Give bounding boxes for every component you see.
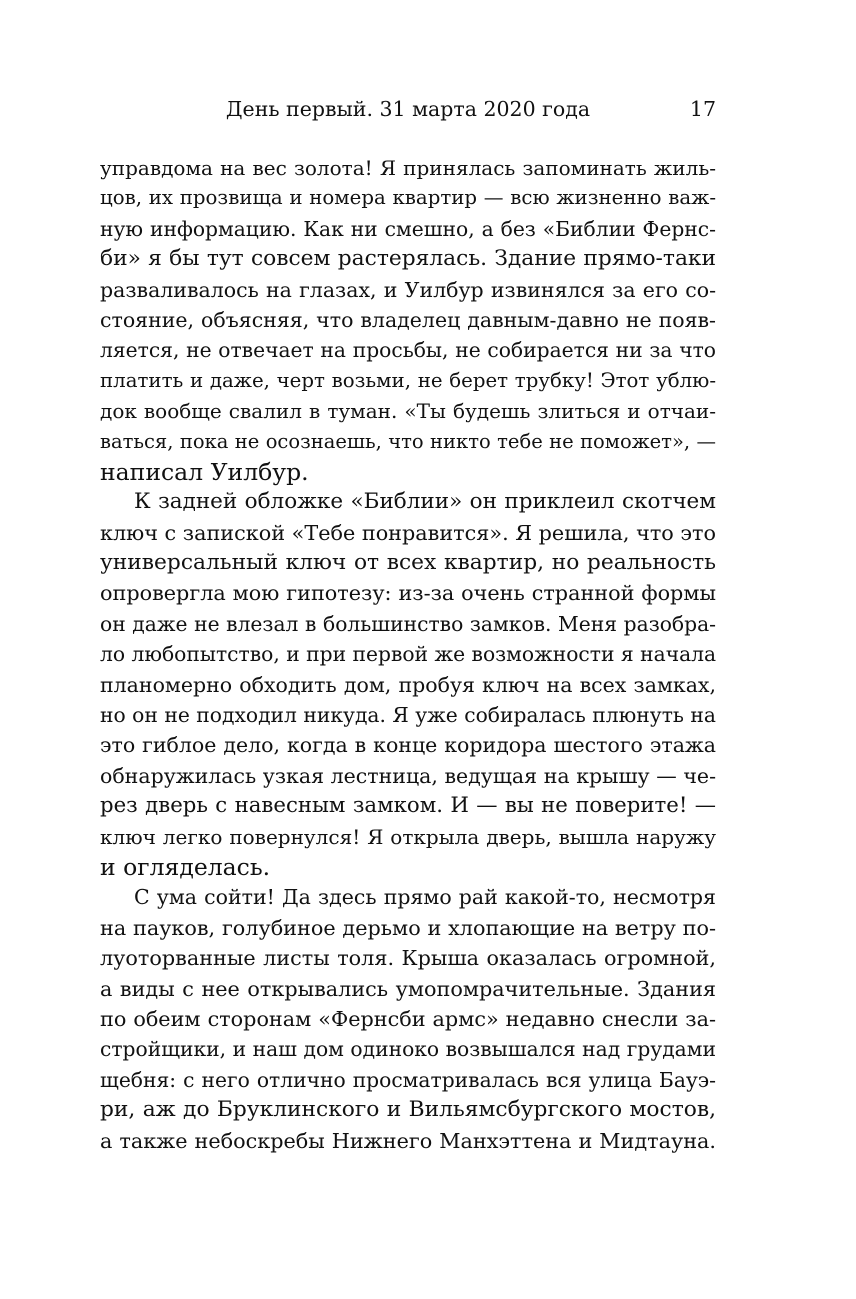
text-line: ваться, пока не осознаешь, что никто тебе не поможет», — xyxy=(100,429,716,453)
text-line: на пауков, голубиное дерьмо и хлопающие на ветру по- xyxy=(100,915,716,940)
text-line: ную информацию. Как ни смешно, а без «Библии Фернс- xyxy=(100,216,716,241)
text-line: стройщики, и наш дом одиноко возвышался над грудами xyxy=(100,1037,716,1062)
text-line: написал Уилбур. xyxy=(100,457,309,486)
text-line: а виды с нее открывались умопомрачительные. Здания xyxy=(100,976,716,1001)
text-line: ри, аж до Бруклинского и Вильямсбургского мостов, xyxy=(100,1097,716,1123)
text-line: опровергла мою гипотезу: из-за очень странной формы xyxy=(100,581,716,606)
text-line: С ума сойти! Да здесь прямо рай какой-то, несмотря xyxy=(134,885,716,910)
text-line: рез дверь с навесным замком. И — вы не поверите! — xyxy=(100,793,716,819)
running-title: День первый. 31 марта 2020 года xyxy=(225,97,591,121)
text-line: ключ легко повернулся! Я открыла дверь, вышла наружу xyxy=(100,824,716,849)
text-line: он даже не влезал в большинство замков. Меня разобра- xyxy=(100,611,716,636)
text-line: К задней обложке «Библии» он приклеил скотчем xyxy=(134,489,716,515)
text-line: но он не подходил никуда. Я уже собиралась плюнуть на xyxy=(100,703,716,728)
text-line: платить и даже, черт возьми, не берет трубку! Этот ублю- xyxy=(100,368,716,392)
text-line: стояние, объясняя, что владелец давным-давно не появ- xyxy=(100,307,716,332)
page-number: 17 xyxy=(689,97,716,121)
text-line: луоторванные листы толя. Крыша оказалась огромной, xyxy=(100,946,716,971)
paragraph-1 xyxy=(100,153,716,487)
text-line: разваливалось на глазах, и Уилбур извинялся за его со- xyxy=(100,277,716,302)
text-line: а также небоскребы Нижнего Манхэттена и Мидтауна. xyxy=(100,1128,716,1153)
text-line: ключ с запиской «Тебе понравится». Я решила, что это xyxy=(100,520,716,545)
paragraph-2 xyxy=(100,487,716,882)
text-line: би» я бы тут совсем растерялась. Здание прямо-таки xyxy=(100,246,716,272)
text-line: и огляделась. xyxy=(100,852,271,881)
text-line: это гиблое дело, когда в конце коридора шестого этажа xyxy=(100,733,716,758)
text-line: универсальный ключ от всех квартир, но реальность xyxy=(100,550,716,576)
text-line: док вообще свалил в туман. «Ты будешь злиться и отчаи- xyxy=(100,399,716,424)
body-text xyxy=(100,153,716,1156)
paragraph-3 xyxy=(100,882,716,1156)
running-head xyxy=(100,94,716,124)
text-line: ляется, не отвечает на просьбы, не собирается ни за что xyxy=(100,338,716,363)
text-line: управдома на вес золота! Я принялась запоминать жиль- xyxy=(100,156,716,180)
text-line: планомерно обходить дом, пробуя ключ на всех замках, xyxy=(100,672,716,697)
text-line: по обеим сторонам «Фернсби армс» недавно снесли за- xyxy=(100,1006,716,1031)
text-line: цов, их прозвища и номера квартир — всю жизненно важ- xyxy=(100,186,716,210)
text-line: обнаружилась узкая лестница, ведущая на крышу — че- xyxy=(100,763,716,788)
text-line: щебня: с него отлично просматривалась вся улица Бауэ- xyxy=(100,1067,716,1092)
text-line: ло любопытство, и при первой же возможности я начала xyxy=(100,642,717,667)
